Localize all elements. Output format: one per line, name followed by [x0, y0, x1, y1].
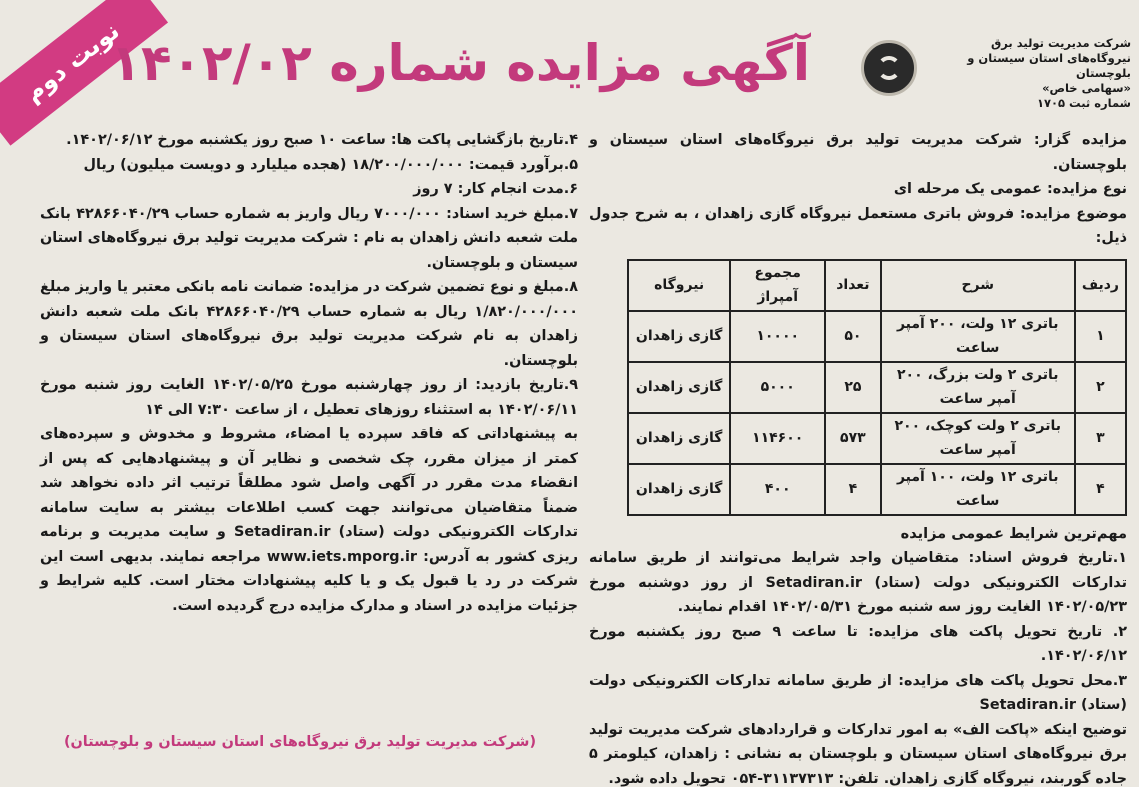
turn-badge: نوبت دوم — [0, 0, 168, 146]
table-row — [628, 413, 1126, 464]
page-title: آگهی مزایده شماره ۱۴۰۲/۰۲ — [110, 34, 810, 92]
table-cell: گازی زاهدان — [628, 464, 730, 515]
condition-3-label: ۳.محل تحویل پاکت های مزایده: — [898, 672, 1128, 689]
table-cell: ۵۷۳ — [825, 413, 881, 464]
condition-6-value: ۷ روز — [413, 181, 453, 197]
condition-7-value: ۷۰۰۰/۰۰۰ ریال واریز به شماره حساب ۴۲۸۶۶۰۴۰/۲۹ بانک ملت شعبه دانش زاهدان به نام : شرکت مدیریت تولید برق نیروگاه‌های استان سیستان و بلوچستان. — [40, 205, 578, 271]
table-cell: باتری ۲ ولت بزرگ، ۲۰۰ آمپر ساعت — [881, 362, 1075, 413]
table-header-row — [628, 260, 1126, 311]
condition-2-value: تا ساعت ۹ صبح روز یکشنبه مورخ ۱۴۰۲/۰۶/۱۲. — [589, 623, 1127, 664]
company-line: «سهامی خاص» — [1042, 81, 1131, 95]
condition-5-value: ۱۸/۲۰۰/۰۰۰/۰۰۰ (هجده میلیارد و دویست میلیون) ریال — [83, 156, 464, 173]
table-row — [628, 311, 1126, 362]
general-rules: به پیشنهاداتی که فاقد سپرده یا امضاء، مشروط و مخدوش و سپرده‌های کمتر از میزان مقرر، چک شخصی و نظایر آن و پیشنهادهایی که پس از انقضاء مدت مقرر در آگهی واصل شود مطلقاً ترتیب اثر داده نخواهد شد ضمناً متقاضیان می‌توانند جهت کسب اطلاعات بیشتر به سایت سامانه تدارکات الکترونیکی دولت (ستاد) Setadiran.ir و سایت مدیریت و برنامه ریزی کشور به آدرس: www.iets.mporg.ir مراجعه نمایند. بدیهی است این شرکت در رد یا قبول یک و یا کلیه پیشنهادات مختار است. کلیه شرایط و جزئیات مزایده در اسناد و مدارک مزایده درج گردیده است. — [40, 426, 578, 614]
condition-5-label: ۵.برآورد قیمت: — [468, 156, 578, 173]
conditions-heading: مهم‌ترین شرایط عمومی مزایده — [900, 524, 1127, 542]
condition-4 — [40, 128, 578, 153]
table-cell: ۱۱۴۶۰۰ — [730, 413, 825, 464]
type-line — [589, 177, 1127, 202]
table-cell: گازی زاهدان — [628, 413, 730, 464]
table-cell: ۳ — [1075, 413, 1126, 464]
company-line: شرکت مدیریت تولید برق — [991, 36, 1131, 50]
table-cell: گازی زاهدان — [628, 311, 730, 362]
condition-9-value: از روز چهارشنبه مورخ ۱۴۰۲/۰۵/۲۵ الغایت روز شنبه مورخ ۱۴۰۲/۰۶/۱۱ به استثناء روزهای تعطیل ، از ساعت ۷:۳۰ الی ۱۴ — [40, 377, 578, 418]
company-header — [836, 36, 1131, 110]
condition-7 — [40, 202, 578, 276]
condition-3 — [589, 669, 1127, 718]
table-cell: گازی زاهدان — [628, 362, 730, 413]
condition-8-value: ضمانت نامه بانکی معتبر یا واریز مبلغ ۱/۸۲۰/۰۰۰/۰۰۰ ریال به شماره حساب ۴۲۸۶۶۰۴۰/۲۹ بانک ملت شعبه دانش زاهدان به نام شرکت مدیریت تولید برق نیروگاه‌های استان سیستان و بلوچستان. — [40, 279, 579, 369]
table-cell: باتری ۱۲ ولت، ۲۰۰ آمپر ساعت — [881, 311, 1075, 362]
condition-1 — [589, 546, 1127, 620]
subject-line — [589, 202, 1127, 251]
company-line: شماره ثبت ۱۷۰۵ — [1036, 96, 1131, 110]
right-column — [589, 128, 1127, 787]
table-cell: ۵۰۰۰ — [730, 362, 825, 413]
condition-6-label: ۶.مدت انجام کار: — [457, 181, 578, 197]
condition-4-label: ۴.تاریخ بازگشایی پاکت ها: — [390, 132, 578, 148]
subject-value: فروش باتری مستعمل نیروگاه گازی زاهدان ، به شرح جدول ذیل: — [589, 205, 1127, 246]
condition-2 — [589, 620, 1127, 669]
condition-9-label: ۹.تاریخ بازدید: — [475, 377, 579, 393]
left-column — [40, 128, 578, 618]
condition-7-label: ۷.مبلغ خرید اسناد: — [446, 205, 578, 222]
company-line: نیروگاه‌های استان سیستان و بلوچستان — [967, 51, 1131, 80]
condition-1-value: متقاضیان واجد شرایط می‌توانند از طریق سامانه تدارکات الکترونیکی دولت (ستاد) Setadiran.ir از روز دوشنبه مورخ ۱۴۰۲/۰۵/۲۳ الغایت روز سه شنبه مورخ ۱۴۰۲/۰۵/۳۱ اقدام نمایند. — [589, 550, 1127, 615]
condition-9 — [40, 373, 578, 422]
table-cell: باتری ۱۲ ولت، ۱۰۰ آمپر ساعت — [881, 464, 1075, 515]
condition-4-value: ساعت ۱۰ صبح روز یکشنبه مورخ ۱۴۰۲/۰۶/۱۲. — [66, 132, 386, 148]
condition-6 — [40, 177, 578, 202]
table-cell: ۲۵ — [825, 362, 881, 413]
company-info — [926, 36, 1131, 111]
table-cell: ۲ — [1075, 362, 1126, 413]
condition-1-label: ۱.تاریخ فروش اسناد: — [968, 550, 1127, 566]
table-header: نیروگاه — [628, 260, 730, 311]
seller-value: شرکت مدیریت تولید برق نیروگاه‌های استان سیستان و بلوچستان. — [589, 132, 1127, 173]
items-table — [627, 259, 1127, 516]
company-logo-icon — [861, 40, 917, 96]
type-value: عمومی یک مرحله ای — [893, 181, 1042, 197]
table-row — [628, 362, 1126, 413]
table-cell: ۴۰۰ — [730, 464, 825, 515]
condition-2-label: ۲. تاریخ تحویل پاکت های مزایده: — [868, 623, 1128, 640]
subject-label: موضوع مزایده: — [1019, 205, 1127, 222]
table-cell: ۴ — [825, 464, 881, 515]
table-cell: ۵۰ — [825, 311, 881, 362]
table-cell: ۱ — [1075, 311, 1126, 362]
condition-8 — [40, 275, 578, 373]
seller-line — [589, 128, 1127, 177]
condition-5 — [40, 153, 578, 178]
table-cell: باتری ۲ ولت کوچک، ۲۰۰ آمپر ساعت — [881, 413, 1075, 464]
table-cell: ۱۰۰۰۰ — [730, 311, 825, 362]
condition-8-label: ۸.مبلغ و نوع تضمین شرکت در مزایده: — [308, 279, 578, 295]
table-header: تعداد — [825, 260, 881, 311]
type-label: نوع مزایده: — [1046, 181, 1127, 197]
condition-3-value: از طریق سامانه تدارکات الکترونیکی دولت (ستاد) Setadiran.ir — [589, 672, 1127, 713]
footer-signature: (شرکت مدیریت تولید برق نیروگاه‌های استان سیستان و بلوچستان) — [63, 734, 537, 750]
table-cell: ۴ — [1075, 464, 1126, 515]
delivery-note: توضیح اینکه «پاکت الف» به امور تدارکات و قراردادهای شرکت مدیریت تولید برق نیروگاه‌های استان سیستان و بلوچستان به نشانی : زاهدان، کیلومتر ۵ جاده گوربند، نیروگاه گازی زاهدان. تلفن: ۳۱۱۳۷۳۱۳-۰۵۴ تحویل داده شود. — [589, 721, 1127, 787]
table-header: ردیف — [1075, 260, 1126, 311]
table-row — [628, 464, 1126, 515]
table-header: شرح — [881, 260, 1075, 311]
table-header: مجموع آمپراژ — [730, 260, 825, 311]
seller-label: مزایده گزار: — [1033, 132, 1127, 148]
